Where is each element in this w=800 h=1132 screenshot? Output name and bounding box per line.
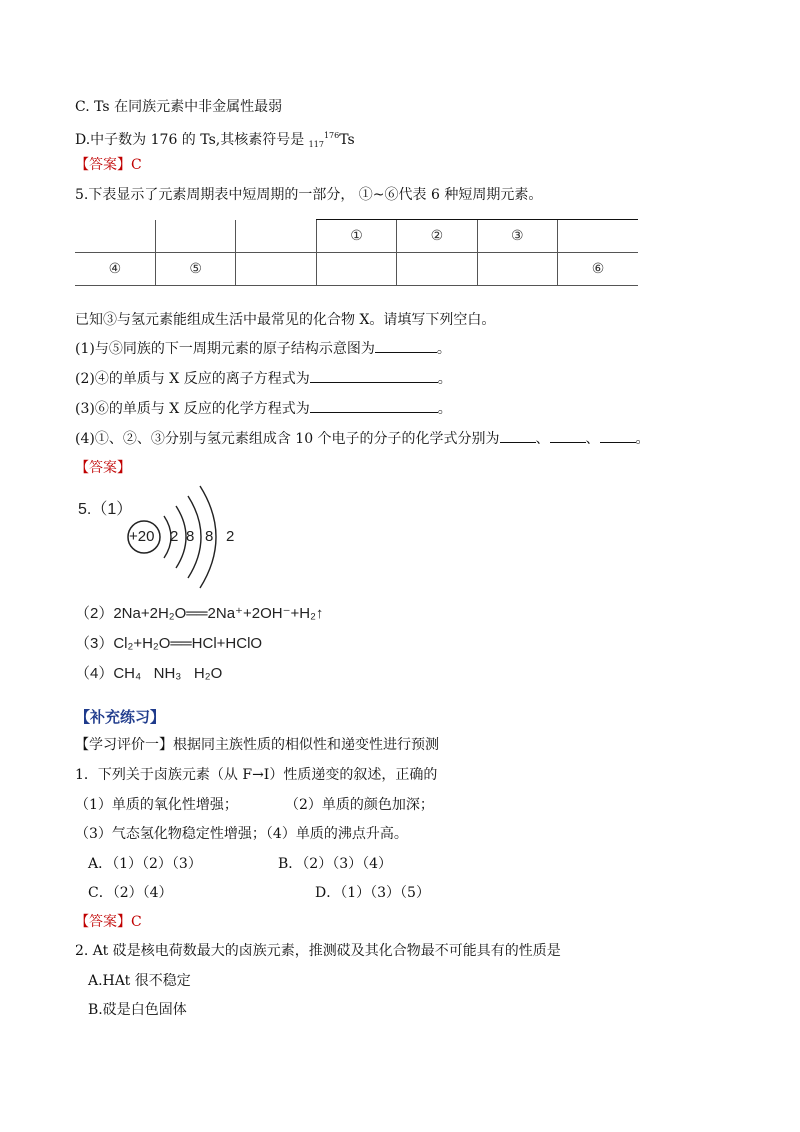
table-cell: ⑥	[558, 253, 638, 286]
q5-part-4-text: (4)①、②、③分别与氢元素组成含 10 个电子的分子的化学式分别为	[75, 431, 500, 447]
table-cell: ④	[75, 253, 155, 286]
answer-2-text: 2Na+2H₂O══2Na⁺+2OH⁻+H₂↑	[113, 605, 324, 622]
table-cell	[316, 253, 396, 286]
table-cell	[477, 253, 557, 286]
evaluation-title: 【学习评价一】根据同主族性质的相似性和递变性进行预测	[75, 737, 439, 753]
table-cell	[236, 253, 316, 286]
q4-answer-tag: 【答案】	[75, 157, 131, 173]
answer-4-text: CH₄ NH₃ H₂O	[113, 665, 223, 682]
answer-blank[interactable]	[310, 370, 438, 383]
supp-q1-option-c[interactable]: C．（2）（4）	[88, 885, 173, 901]
q5-part-4	[75, 430, 650, 448]
q5-sep: 、	[535, 431, 550, 447]
supp-q1-option-d[interactable]: D．（1）（3）（5）	[315, 885, 430, 901]
q4-option-c: C. Ts 在同族元素中非金属性最弱	[75, 99, 283, 115]
table-row-2	[75, 253, 638, 286]
answer-2-label: （2）	[75, 605, 114, 622]
q5-part-1-text: (1)与⑤同族的下一周期元素的原子结构示意图为	[75, 341, 375, 357]
q4-option-d-text: D.中子数为 176 的 Ts,其核素符号是	[75, 132, 309, 148]
q4-option-d	[75, 127, 355, 154]
section-title-supplementary: 【补充练习】	[75, 708, 166, 726]
table-cell	[155, 220, 235, 253]
answer-equation-2	[75, 602, 323, 623]
q5-part-2-text: (2)④的单质与 X 反应的离子方程式为	[75, 371, 310, 387]
answer-formulas-4	[75, 662, 222, 683]
answer-blank[interactable]	[375, 340, 437, 353]
shell-electrons: 8	[205, 528, 214, 545]
q5-part-2-end: 。	[437, 371, 452, 387]
q5-stem: 5.下表显示了元素周期表中短周期的一部分， ①~⑥代表 6 种短周期元素。	[75, 187, 543, 203]
supp-q1-answer	[75, 913, 142, 931]
supp-q1-statement-3-4: （3）气态氢化物稳定性增强；（4）单质的沸点升高。	[75, 826, 408, 842]
q5-part-4-end: 。	[635, 431, 650, 447]
q4-option-d-symbol: Ts	[339, 132, 355, 148]
shell-electrons: 8	[186, 528, 195, 545]
q5-part-1-end: 。	[436, 341, 451, 357]
supp-q2-option-a[interactable]: A.HAt 很不稳定	[88, 973, 191, 989]
supp-q2-stem: 2. At 砹是核电荷数最大的卤族元素，推测砹及其化合物最不可能具有的性质是	[75, 943, 561, 959]
table-cell: ⑤	[155, 253, 235, 286]
nucleus-charge: +20	[129, 528, 155, 545]
table-cell	[558, 220, 638, 253]
q4-option-d-sub: 117	[308, 140, 324, 149]
q5-sep: 、	[585, 431, 600, 447]
answer-blank[interactable]	[550, 430, 586, 443]
table-cell	[397, 253, 477, 286]
supp-q1-option-b[interactable]: B．（2）（3）（4）	[278, 856, 393, 872]
answer-blank[interactable]	[600, 430, 636, 443]
supp-q1-statement-1: （1）单质的氧化性增强；	[75, 797, 238, 813]
answer-4-label: （4）	[75, 665, 114, 682]
q4-answer	[75, 156, 142, 174]
answer-3-text: Cl₂+H₂O══HCl+HClO	[113, 635, 263, 652]
shell-electrons: 2	[170, 528, 179, 545]
table-cell	[236, 220, 316, 253]
supp-q1-answer-tag: 【答案】	[75, 914, 131, 930]
q5-part-2	[75, 370, 452, 388]
answer-blank[interactable]	[500, 430, 536, 443]
periodic-table-fragment	[75, 219, 638, 286]
supp-q1-option-a[interactable]: A．（1）（2）（3）	[88, 856, 202, 872]
table-cell: ③	[477, 220, 557, 253]
q4-option-d-sup: 176	[323, 131, 340, 140]
q5-part-3	[75, 400, 452, 418]
shell-electrons: 2	[226, 528, 235, 545]
table-cell: ①	[316, 220, 396, 253]
q5-part-3-end: 。	[437, 401, 452, 417]
q5-known: 已知③与氢元素能组成生活中最常见的化合物 X。请填写下列空白。	[75, 312, 496, 328]
table-cell	[75, 220, 155, 253]
q5-answer-tag: 【答案】	[75, 460, 131, 476]
answer-3-label: （3）	[75, 635, 114, 652]
supp-q1-stem: 1．下列关于卤族元素（从 F→I）性质递变的叙述，正确的	[75, 767, 438, 783]
q5-answer	[75, 459, 131, 477]
q5-part-3-text: (3)⑥的单质与 X 反应的化学方程式为	[75, 401, 310, 417]
supp-q2-option-b[interactable]: B.砹是白色固体	[88, 1002, 187, 1018]
supp-q1-answer-value: C	[131, 914, 142, 930]
table-cell: ②	[397, 220, 477, 253]
table-row-1	[75, 220, 638, 253]
answer-blank[interactable]	[310, 400, 438, 413]
supp-q1-statement-2: （2）单质的颜色加深；	[285, 797, 434, 813]
answer-equation-3	[75, 632, 262, 653]
q4-answer-value: C	[131, 157, 142, 173]
answer-fig-label: 5.（1）	[78, 501, 133, 518]
q5-part-1	[75, 340, 451, 358]
